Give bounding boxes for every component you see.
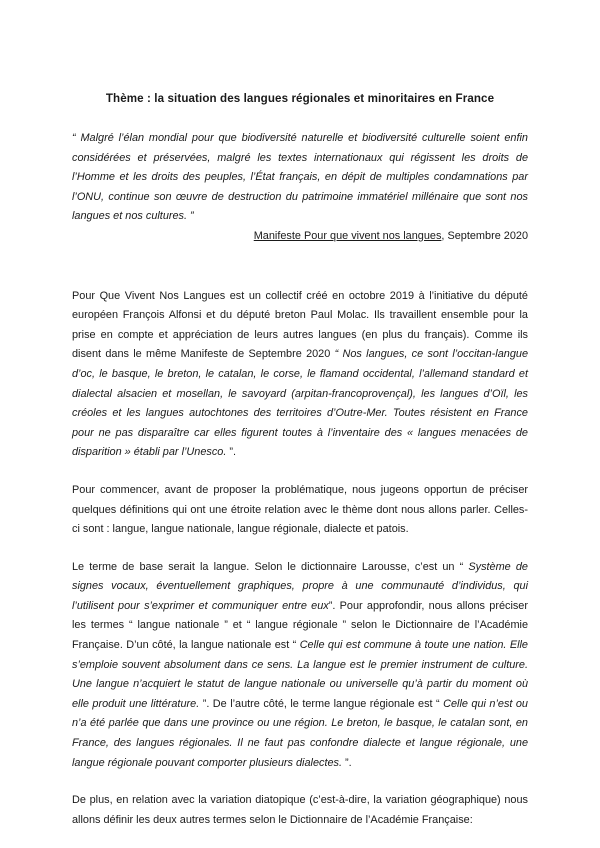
paragraph-text: Pour Que Vivent Nos Langues est un collectif créé en octobre 2019 à l’initiative du député européen François Alfonsi et du député breton Paul Molac. Ils travaillent ensemble pour la prise en compte et appréciation de leurs autres langues (en plus du français). Comme ils disent dans le même Manifeste de Septembre 2020 — [72, 289, 528, 361]
document-title: Thème : la situation des langues régionales et minoritaires en France — [105, 92, 495, 105]
paragraph-collectif — [72, 287, 528, 463]
paragraph-text: ”. — [229, 446, 237, 459]
epigraph-source-date: , Septembre 2020 — [441, 229, 528, 242]
paragraph-langue — [72, 558, 528, 774]
paragraph-text: ”. — [342, 756, 352, 769]
paragraph-quote: “ Nos langues, ce sont l’occitan-langue d’oc, le basque, le breton, le catalan, le corse, le flamand occidental, l’allemand standard et dialectal alsacien et mosellan, le savoyard (arpitan-francoprovençal), les langues d’Oïl, les créoles et les langues autochtones des territoires d’Outre-Mer. Toutes résistent en France pour ne pas disparaître car elles figurent toutes à l’inventaire des « langues menacées de disparition » établi par l’Unesco. — [72, 348, 528, 459]
paragraph-text: ”. De l’autre côté, le terme langue régionale est “ — [199, 697, 444, 710]
paragraph-quote: Celle qui est commune à toute une nation. Elle s’emploie souvent absolument dans ce sens. La langue est le premier instrument de culture. Une langue n’acquiert le statut de langue nationale ou universelle qu’à partir du moment où elle produit une littérature. — [72, 639, 528, 710]
paragraph-text: ”. Pour approfondir, nous allons préciser les termes “ langue nationale ” et “ langue régionale ” selon le Dictionnaire de l’Académie Française. D’un côté, la langue nationale est “ — [72, 599, 528, 652]
paragraph-quote: Système de signes vocaux, éventuellement graphiques, propre à une communauté d’individus, qui l’utilisent pour s’exprimer et communiquer entre eux — [72, 560, 528, 612]
paragraph-variation-diatopique: De plus, en relation avec la variation diatopique (c’est-à-dire, la variation géographique) nous allons définir les deux autres termes selon le Dictionnaire de l’Académie Française: — [72, 794, 528, 826]
epigraph-quote: “ Malgré l’élan mondial pour que biodiversité naturelle et biodiversité culturelle soient enfin considérées et préservées, malgré les textes internationaux qui régissent les droits de l’Homme et les droits des peuples, l’État français, en dépit de multiples condamnations par l’ONU, continue son œuvre de destruction du patrimoine immatériel millénaire que sont nos langues et nos cultures. ” — [72, 132, 528, 223]
epigraph-source-title: Manifeste Pour que vivent nos langues — [253, 229, 442, 242]
paragraph-definitions-intro: Pour commencer, avant de proposer la problématique, nous jugeons opportun de préciser quelques définitions qui ont une étroite relation avec le thème dont nous allons parler. Celles-ci sont : langue, langue nationale, langue régionale, dialecte et patois. — [72, 483, 528, 536]
paragraph-text: Le terme de base serait la langue. Selon le dictionnaire Larousse, c’est un “ — [72, 560, 469, 573]
epigraph-source — [72, 227, 528, 247]
paragraph-quote: Celle qui n’est ou n’a été parlée que dans une province ou une région. Le breton, le basque, le catalan sont, en France, des langues régionales. Il ne faut pas confondre dialecte et langue régionale, une langue régionale pouvant comporter plusieurs dialectes. — [72, 697, 528, 769]
